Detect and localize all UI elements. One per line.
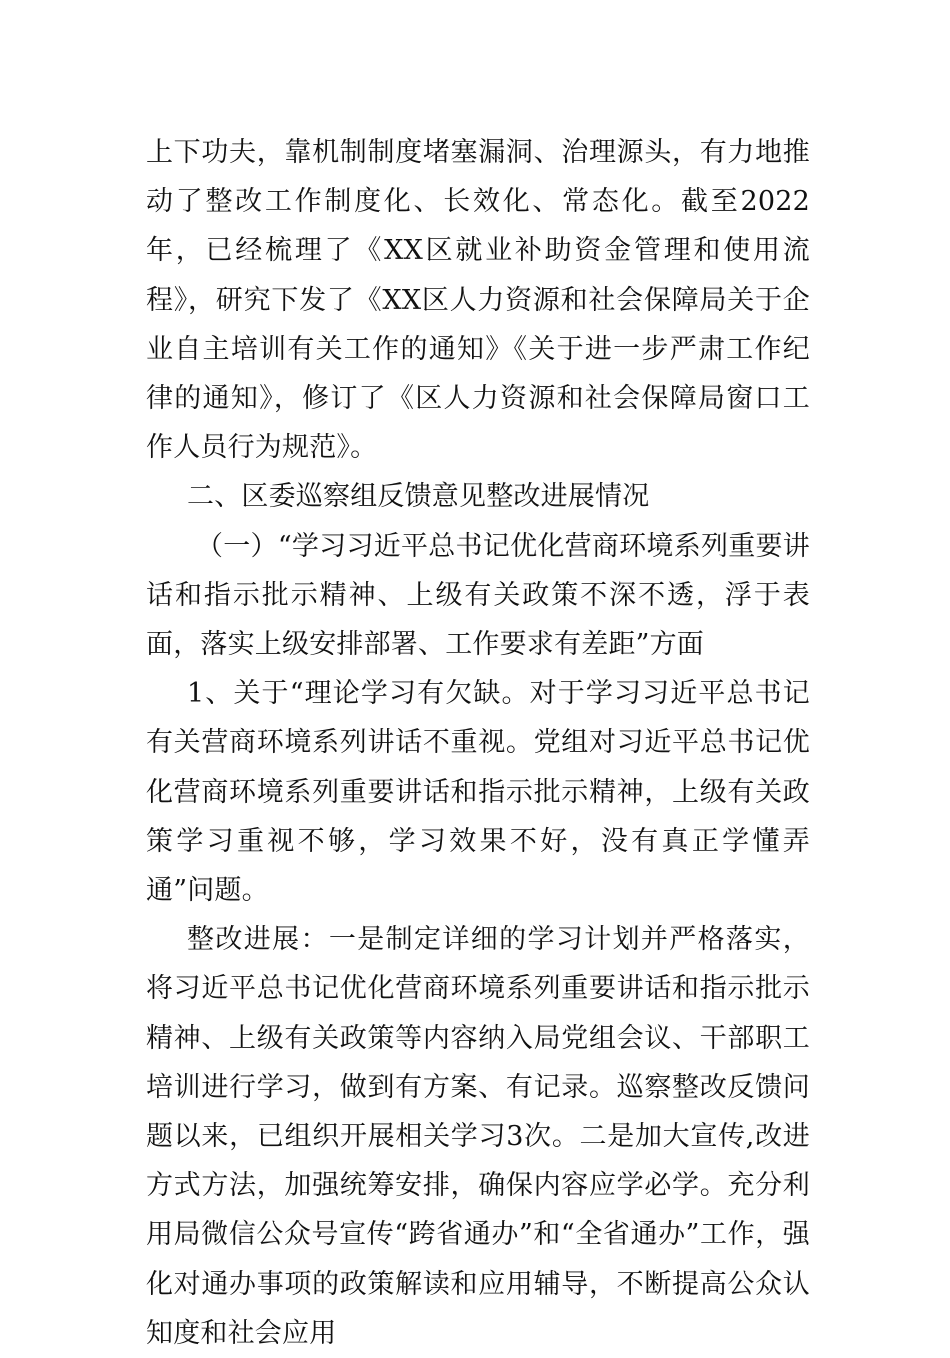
paragraph-continuation: 上下功夫，靠机制制度堵塞漏洞、治理源头，有力地推动了整改工作制度化、长效化、常态化。截至2022年，已经梳理了《XX区就业补助资金管理和使用流程》，研究下发了《XX区人力资源和社会保障局关于企业自主培训有关工作的通知》《关于进一步严肃工作纪律的通知》，修订了《区人力资源和社会保障局窗口工作人员行为规范》。 xyxy=(146,137,810,464)
document-body xyxy=(146,128,810,1358)
subsection-heading: （一）“学习习近平总书记优化营商环境系列重要讲话和指示批示精神、上级有关政策不深不透，浮于表面，落实上级安排部署、工作要求有差距”方面 xyxy=(146,530,810,661)
section-heading: 二、区委巡察组反馈意见整改进展情况 xyxy=(187,481,650,513)
issue-paragraph: 1、关于“理论学习有欠缺。对于学习习近平总书记有关营商环境系列讲话不重视。党组对习近平总书记优化营商环境系列重要讲话和指示批示精神，上级有关政策学习重视不够，学习效果不好，没有真正学懂弄通”问题。 xyxy=(146,678,810,907)
progress-paragraph: 整改进展：一是制定详细的学习计划并严格落实，将习近平总书记优化营商环境系列重要讲话和指示批示精神、上级有关政策等内容纳入局党组会议、干部职工培训进行学习，做到有方案、有记录。巡察整改反馈问题以来，已组织开展相关学习3次。二是加大宣传,改进方式方法，加强统筹安排，确保内容应学必学。充分利用局微信公众号宣传“跨省通办”和“全省通办”工作，强化对通办事项的政策解读和应用辅导，不断提高公众认知度和社会应用 xyxy=(146,924,810,1349)
